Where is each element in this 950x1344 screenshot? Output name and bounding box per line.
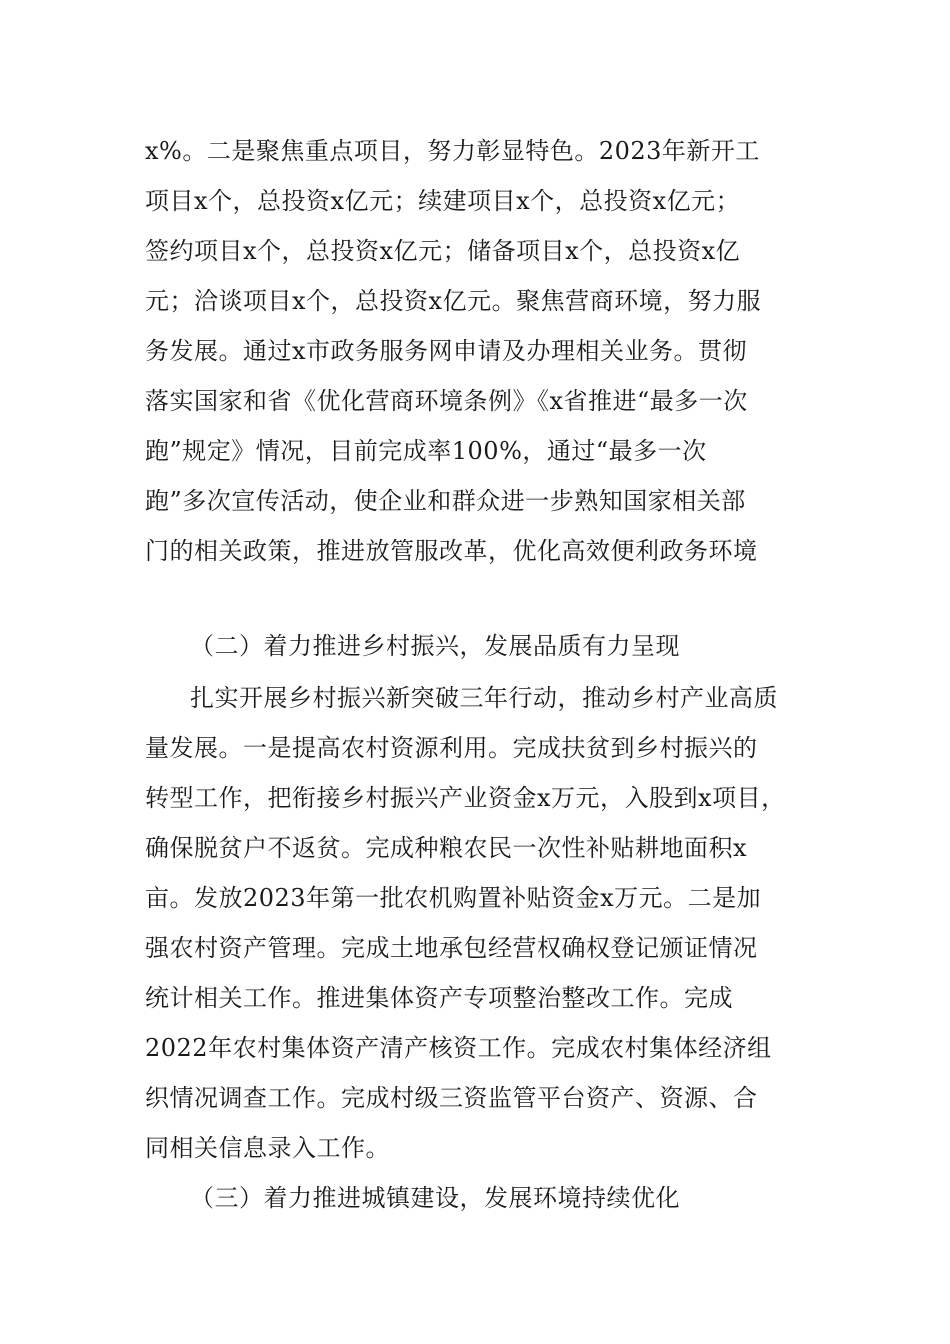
paragraph1-line-3: 签约项目x个，总投资x亿元；储备项目x个，总投资x亿 [145,237,741,265]
paragraph2-line-3: 转型工作，把衔接乡村振兴产业资金x万元，入股到x项目， [145,784,786,812]
paragraph2-line-1: 扎实开展乡村振兴新突破三年行动，推动乡村产业高质 [190,684,778,712]
paragraph1-line-5: 务发展。通过x市政务服务网申请及办理相关业务。贯彻 [145,337,748,365]
paragraph1-line-4: 元；洽谈项目x个，总投资x亿元。聚焦营商环境，努力服 [145,287,762,315]
paragraph1-line-9: 门的相关政策，推进放管服改革，优化高效便利政务环境 [145,537,758,565]
paragraph2-line-9: 织情况调查工作。完成村级三资监管平台资产、资源、合 [145,1084,758,1112]
paragraph1-line-8: 跑”多次宣传活动，使企业和群众进一步熟知国家相关部 [145,487,746,515]
paragraph2-line-2: 量发展。一是提高农村资源利用。完成扶贫到乡村振兴的 [145,734,758,762]
paragraph1-line-2: 项目x个，总投资x亿元；续建项目x个，总投资x亿元； [145,187,741,215]
section-heading-3: （三）着力推进城镇建设，发展环境持续优化 [190,1184,680,1212]
section-heading-2: （二）着力推进乡村振兴，发展品质有力呈现 [190,632,680,660]
paragraph2-line-7: 统计相关工作。推进集体资产专项整治整改工作。完成 [145,984,733,1012]
paragraph1-line-7: 跑”规定》情况，目前完成率100%，通过“最多一次 [145,437,707,465]
paragraph2-line-8: 2022年农村集体资产清产核资工作。完成农村集体经济组 [145,1034,772,1062]
paragraph2-line-5: 亩。发放2023年第一批农机购置补贴资金x万元。二是加 [145,884,762,912]
paragraph1-line-6: 落实国家和省《优化营商环境条例》《x省推进“最多一次 [145,387,748,415]
paragraph1-line-1: x%。二是聚焦重点项目，努力彰显特色。2023年新开工 [145,137,760,165]
paragraph2-line-4: 确保脱贫户不返贫。完成种粮农民一次性补贴耕地面积x [145,834,748,862]
paragraph2-line-6: 强农村资产管理。完成土地承包经营权确权登记颁证情况 [145,934,758,962]
paragraph2-line-10: 同相关信息录入工作。 [145,1134,390,1162]
